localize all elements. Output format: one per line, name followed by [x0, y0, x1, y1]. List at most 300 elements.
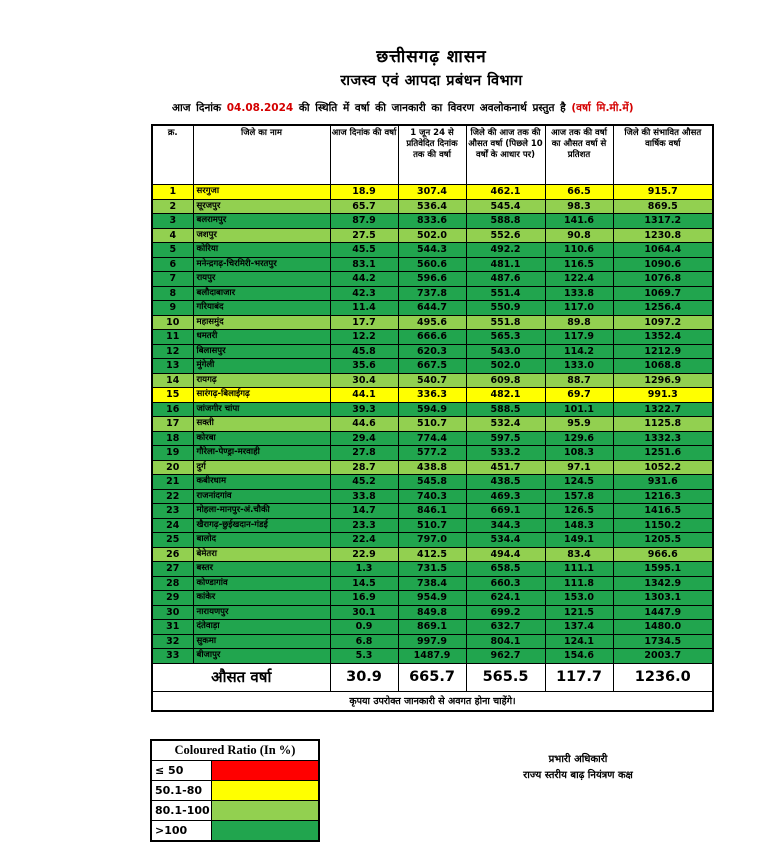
district-row [152, 272, 713, 287]
cell-today: 35.6 [330, 359, 398, 374]
cell-today: 18.9 [330, 185, 398, 200]
cell-pct: 95.9 [545, 417, 613, 432]
district-row [152, 489, 713, 504]
district-row [152, 301, 713, 316]
cell-today: 23.3 [330, 518, 398, 533]
cell-name: दंतेवाड़ा [193, 620, 330, 635]
district-row [152, 344, 713, 359]
district-row [152, 547, 713, 562]
column-header-0: क्र. [152, 125, 193, 185]
cell-avg: 481.1 [466, 257, 545, 272]
signature-office: राज्य स्तरीय बाढ़ नियंत्रण कक्ष [523, 769, 633, 781]
cell-name: बिलासपुर [193, 344, 330, 359]
report-page [0, 44, 761, 849]
cell-annual: 1125.8 [613, 417, 713, 432]
cell-annual: 1097.2 [613, 315, 713, 330]
cell-annual: 1296.9 [613, 373, 713, 388]
column-header-3: 1 जून 24 से प्रतिवेदित दिनांक तक की वर्षा [398, 125, 466, 185]
cell-sn: 19 [152, 446, 193, 461]
cell-avg: 451.7 [466, 460, 545, 475]
cell-pct: 126.5 [545, 504, 613, 519]
cell-annual: 1216.3 [613, 489, 713, 504]
cell-annual: 2003.7 [613, 649, 713, 664]
cell-avg: 344.3 [466, 518, 545, 533]
cell-since: 667.5 [398, 359, 466, 374]
cell-since: 536.4 [398, 199, 466, 214]
district-row [152, 185, 713, 200]
cell-sn: 24 [152, 518, 193, 533]
cell-avg: 462.1 [466, 185, 545, 200]
average-annual: 1236.0 [613, 663, 713, 691]
cell-annual: 1212.9 [613, 344, 713, 359]
district-row [152, 576, 713, 591]
cell-name: कोरिया [193, 243, 330, 258]
rainfall-table [151, 124, 714, 712]
cell-since: 438.8 [398, 460, 466, 475]
cell-avg: 551.8 [466, 315, 545, 330]
cell-sn: 22 [152, 489, 193, 504]
cell-pct: 148.3 [545, 518, 613, 533]
cell-name: मनेन्द्रगढ़-चिरमिरी-भरतपुर [193, 257, 330, 272]
column-header-5: आज तक की वर्षा का औसत वर्षा से प्रतिशत [545, 125, 613, 185]
color-legend [150, 739, 320, 842]
cell-since: 544.3 [398, 243, 466, 258]
legend-title: Coloured Ratio (In %) [151, 740, 319, 761]
cell-since: 846.1 [398, 504, 466, 519]
cell-sn: 27 [152, 562, 193, 577]
cell-pct: 116.5 [545, 257, 613, 272]
cell-pct: 157.8 [545, 489, 613, 504]
cell-avg: 804.1 [466, 634, 545, 649]
cell-name: नारायणपुर [193, 605, 330, 620]
cell-today: 27.5 [330, 228, 398, 243]
cell-avg: 534.4 [466, 533, 545, 548]
cell-sn: 12 [152, 344, 193, 359]
cell-since: 738.4 [398, 576, 466, 591]
cell-pct: 101.1 [545, 402, 613, 417]
cell-today: 65.7 [330, 199, 398, 214]
cell-annual: 1332.3 [613, 431, 713, 446]
cell-avg: 533.2 [466, 446, 545, 461]
legend-title-row [151, 740, 319, 761]
note-row [152, 691, 713, 711]
district-row [152, 315, 713, 330]
legend-range-label: >100 [151, 820, 212, 841]
cell-sn: 23 [152, 504, 193, 519]
district-row [152, 460, 713, 475]
cell-pct: 97.1 [545, 460, 613, 475]
cell-annual: 1068.8 [613, 359, 713, 374]
cell-avg: 550.9 [466, 301, 545, 316]
cell-since: 545.8 [398, 475, 466, 490]
cell-avg: 492.2 [466, 243, 545, 258]
cell-name: मोहला-मानपुर-अं.चौकी [193, 504, 330, 519]
cell-since: 307.4 [398, 185, 466, 200]
cell-annual: 1322.7 [613, 402, 713, 417]
cell-pct: 108.3 [545, 446, 613, 461]
cell-pct: 66.5 [545, 185, 613, 200]
cell-pct: 110.6 [545, 243, 613, 258]
cell-today: 45.8 [330, 344, 398, 359]
cell-sn: 4 [152, 228, 193, 243]
cell-today: 83.1 [330, 257, 398, 272]
column-header-2: आज दिनांक की वर्षा [330, 125, 398, 185]
cell-avg: 552.6 [466, 228, 545, 243]
cell-annual: 1150.2 [613, 518, 713, 533]
legend-range-label: 50.1-80 [151, 780, 212, 800]
bottom-section [0, 739, 761, 842]
district-row [152, 431, 713, 446]
cell-sn: 20 [152, 460, 193, 475]
cell-sn: 32 [152, 634, 193, 649]
district-row [152, 475, 713, 490]
cell-since: 510.7 [398, 417, 466, 432]
cell-pct: 121.5 [545, 605, 613, 620]
cell-name: खैरागढ़-छुईखदान-गंडई [193, 518, 330, 533]
cell-today: 30.4 [330, 373, 398, 388]
cell-today: 14.7 [330, 504, 398, 519]
cell-avg: 597.5 [466, 431, 545, 446]
cell-today: 22.4 [330, 533, 398, 548]
cell-pct: 133.0 [545, 359, 613, 374]
district-row [152, 243, 713, 258]
cell-name: सरगुजा [193, 185, 330, 200]
column-header-1: जिले का नाम [193, 125, 330, 185]
cell-since: 336.3 [398, 388, 466, 403]
cell-sn: 14 [152, 373, 193, 388]
legend-row [151, 800, 319, 820]
cell-avg: 565.3 [466, 330, 545, 345]
cell-pct: 133.8 [545, 286, 613, 301]
cell-pct: 129.6 [545, 431, 613, 446]
cell-annual: 931.6 [613, 475, 713, 490]
table-header-row [152, 125, 713, 185]
cell-sn: 31 [152, 620, 193, 635]
cell-today: 5.3 [330, 649, 398, 664]
district-row [152, 533, 713, 548]
cell-today: 39.3 [330, 402, 398, 417]
cell-name: सारंगढ़-बिलाईगढ़ [193, 388, 330, 403]
cell-sn: 16 [152, 402, 193, 417]
legend-row [151, 820, 319, 841]
cell-pct: 153.0 [545, 591, 613, 606]
cell-name: सुकमा [193, 634, 330, 649]
cell-avg: 543.0 [466, 344, 545, 359]
cell-avg: 658.5 [466, 562, 545, 577]
cell-name: महासमुंद [193, 315, 330, 330]
average-label: औसत वर्षा [152, 663, 330, 691]
cell-avg: 962.7 [466, 649, 545, 664]
page-subtitle: राजस्व एवं आपदा प्रबंधन विभाग [340, 73, 523, 89]
cell-name: मुंगेली [193, 359, 330, 374]
cell-avg: 588.8 [466, 214, 545, 229]
legend-range-label: 80.1-100 [151, 800, 212, 820]
cell-today: 22.9 [330, 547, 398, 562]
cell-sn: 30 [152, 605, 193, 620]
cell-avg: 487.6 [466, 272, 545, 287]
average-avg: 565.5 [466, 663, 545, 691]
cell-today: 11.4 [330, 301, 398, 316]
cell-annual: 1416.5 [613, 504, 713, 519]
cell-today: 17.7 [330, 315, 398, 330]
cell-avg: 588.5 [466, 402, 545, 417]
district-row [152, 359, 713, 374]
cell-name: कबीरधाम [193, 475, 330, 490]
cell-sn: 3 [152, 214, 193, 229]
cell-name: बस्तर [193, 562, 330, 577]
cell-pct: 137.4 [545, 620, 613, 635]
cell-today: 45.5 [330, 243, 398, 258]
cell-since: 510.7 [398, 518, 466, 533]
cell-since: 412.5 [398, 547, 466, 562]
cell-sn: 28 [152, 576, 193, 591]
cell-avg: 482.1 [466, 388, 545, 403]
cell-today: 87.9 [330, 214, 398, 229]
cell-name: बीजापुर [193, 649, 330, 664]
cell-sn: 2 [152, 199, 193, 214]
district-row [152, 649, 713, 664]
column-header-4: जिले की आज तक की औसत वर्षा (पिछले 10 वर्षों के आधार पर) [466, 125, 545, 185]
cell-annual: 1251.6 [613, 446, 713, 461]
cell-avg: 551.4 [466, 286, 545, 301]
cell-sn: 17 [152, 417, 193, 432]
cell-annual: 1317.2 [613, 214, 713, 229]
district-row [152, 402, 713, 417]
legend-color-swatch [212, 760, 320, 780]
cell-name: दुर्ग [193, 460, 330, 475]
cell-sn: 8 [152, 286, 193, 301]
cell-name: जशपुर [193, 228, 330, 243]
cell-since: 540.7 [398, 373, 466, 388]
note-text: कृपया उपरोक्त जानकारी से अवगत होना चाहेंगे। [152, 691, 713, 711]
cell-since: 502.0 [398, 228, 466, 243]
cell-sn: 21 [152, 475, 193, 490]
cell-name: बेमेतरा [193, 547, 330, 562]
cell-since: 869.1 [398, 620, 466, 635]
cell-since: 774.4 [398, 431, 466, 446]
cell-annual: 1052.2 [613, 460, 713, 475]
legend-color-swatch [212, 780, 320, 800]
district-row [152, 388, 713, 403]
cell-name: रायपुर [193, 272, 330, 287]
cell-name: बलरामपुर [193, 214, 330, 229]
cell-avg: 502.0 [466, 359, 545, 374]
cell-avg: 609.8 [466, 373, 545, 388]
district-row [152, 199, 713, 214]
info-prefix: आज दिनांक [172, 102, 222, 114]
cell-sn: 15 [152, 388, 193, 403]
cell-sn: 13 [152, 359, 193, 374]
cell-annual: 1230.8 [613, 228, 713, 243]
cell-avg: 532.4 [466, 417, 545, 432]
cell-pct: 117.0 [545, 301, 613, 316]
cell-sn: 6 [152, 257, 193, 272]
cell-name: जांजगीर चांपा [193, 402, 330, 417]
cell-sn: 26 [152, 547, 193, 562]
cell-annual: 1352.4 [613, 330, 713, 345]
page-title: छत्तीसगढ़ शासन [376, 47, 487, 67]
cell-annual: 1076.8 [613, 272, 713, 287]
cell-name: कोण्डागांव [193, 576, 330, 591]
cell-pct: 154.6 [545, 649, 613, 664]
cell-pct: 149.1 [545, 533, 613, 548]
cell-name: बालोद [193, 533, 330, 548]
cell-sn: 29 [152, 591, 193, 606]
legend-row [151, 780, 319, 800]
district-row [152, 634, 713, 649]
district-row [152, 620, 713, 635]
cell-pct: 141.6 [545, 214, 613, 229]
cell-today: 30.1 [330, 605, 398, 620]
cell-today: 45.2 [330, 475, 398, 490]
report-date: 04.08.2024 [226, 102, 294, 114]
cell-since: 596.6 [398, 272, 466, 287]
cell-avg: 632.7 [466, 620, 545, 635]
cell-since: 577.2 [398, 446, 466, 461]
cell-annual: 1064.4 [613, 243, 713, 258]
cell-pct: 111.8 [545, 576, 613, 591]
cell-since: 644.7 [398, 301, 466, 316]
cell-pct: 124.5 [545, 475, 613, 490]
cell-avg: 545.4 [466, 199, 545, 214]
legend-range-label: ≤ 50 [151, 760, 212, 780]
cell-annual: 1447.9 [613, 605, 713, 620]
cell-annual: 1069.7 [613, 286, 713, 301]
cell-since: 666.6 [398, 330, 466, 345]
cell-pct: 122.4 [545, 272, 613, 287]
cell-pct: 98.3 [545, 199, 613, 214]
cell-avg: 494.4 [466, 547, 545, 562]
cell-sn: 7 [152, 272, 193, 287]
cell-since: 954.9 [398, 591, 466, 606]
average-since: 665.7 [398, 663, 466, 691]
cell-avg: 669.1 [466, 504, 545, 519]
cell-annual: 915.7 [613, 185, 713, 200]
rain-unit-label: (वर्षा मि.मी.में) [571, 102, 634, 114]
cell-name: रायगढ़ [193, 373, 330, 388]
cell-avg: 438.5 [466, 475, 545, 490]
cell-avg: 624.1 [466, 591, 545, 606]
district-row [152, 257, 713, 272]
cell-today: 44.1 [330, 388, 398, 403]
cell-annual: 1090.6 [613, 257, 713, 272]
cell-pct: 83.4 [545, 547, 613, 562]
cell-since: 594.9 [398, 402, 466, 417]
legend-color-swatch [212, 800, 320, 820]
district-row [152, 417, 713, 432]
district-row [152, 330, 713, 345]
cell-sn: 9 [152, 301, 193, 316]
cell-today: 29.4 [330, 431, 398, 446]
district-row [152, 518, 713, 533]
district-row [152, 446, 713, 461]
cell-avg: 699.2 [466, 605, 545, 620]
cell-annual: 1734.5 [613, 634, 713, 649]
cell-since: 833.6 [398, 214, 466, 229]
info-middle: की स्थिति में वर्षा की जानकारी का विवरण अवलोकनार्थ प्रस्तुत है [298, 102, 566, 114]
cell-name: कोरबा [193, 431, 330, 446]
cell-pct: 69.7 [545, 388, 613, 403]
cell-sn: 1 [152, 185, 193, 200]
legend-row [151, 760, 319, 780]
cell-avg: 469.3 [466, 489, 545, 504]
cell-today: 28.7 [330, 460, 398, 475]
cell-pct: 114.2 [545, 344, 613, 359]
cell-name: सूरजपुर [193, 199, 330, 214]
cell-pct: 117.9 [545, 330, 613, 345]
cell-today: 42.3 [330, 286, 398, 301]
cell-since: 731.5 [398, 562, 466, 577]
cell-annual: 1595.1 [613, 562, 713, 577]
cell-today: 12.2 [330, 330, 398, 345]
average-pct: 117.7 [545, 663, 613, 691]
cell-today: 44.2 [330, 272, 398, 287]
cell-today: 44.6 [330, 417, 398, 432]
cell-today: 1.3 [330, 562, 398, 577]
cell-sn: 10 [152, 315, 193, 330]
district-row [152, 228, 713, 243]
cell-annual: 1256.4 [613, 301, 713, 316]
cell-name: धमतरी [193, 330, 330, 345]
cell-sn: 33 [152, 649, 193, 664]
cell-annual: 966.6 [613, 547, 713, 562]
cell-since: 997.9 [398, 634, 466, 649]
district-row [152, 605, 713, 620]
cell-name: गरियाबंद [193, 301, 330, 316]
cell-pct: 90.8 [545, 228, 613, 243]
info-line [172, 101, 747, 115]
cell-since: 495.6 [398, 315, 466, 330]
cell-annual: 1303.1 [613, 591, 713, 606]
cell-annual: 1480.0 [613, 620, 713, 635]
cell-name: कांकेर [193, 591, 330, 606]
signature-block [463, 752, 693, 784]
cell-sn: 25 [152, 533, 193, 548]
cell-since: 740.3 [398, 489, 466, 504]
district-row [152, 373, 713, 388]
cell-annual: 869.5 [613, 199, 713, 214]
cell-avg: 660.3 [466, 576, 545, 591]
cell-name: राजनांदगांव [193, 489, 330, 504]
district-row [152, 591, 713, 606]
cell-pct: 124.1 [545, 634, 613, 649]
cell-annual: 1342.9 [613, 576, 713, 591]
cell-today: 16.9 [330, 591, 398, 606]
cell-sn: 5 [152, 243, 193, 258]
cell-name: बलौदाबाजार [193, 286, 330, 301]
cell-since: 849.8 [398, 605, 466, 620]
cell-today: 33.8 [330, 489, 398, 504]
cell-since: 1487.9 [398, 649, 466, 664]
report-header [150, 44, 713, 90]
district-row [152, 286, 713, 301]
cell-sn: 11 [152, 330, 193, 345]
cell-today: 0.9 [330, 620, 398, 635]
column-header-6: जिले की संभावित औसत वार्षिक वर्षा [613, 125, 713, 185]
average-today: 30.9 [330, 663, 398, 691]
cell-annual: 991.3 [613, 388, 713, 403]
signature-designation: प्रभारी अधिकारी [548, 753, 608, 765]
district-row [152, 214, 713, 229]
cell-annual: 1205.5 [613, 533, 713, 548]
district-row [152, 562, 713, 577]
cell-pct: 88.7 [545, 373, 613, 388]
cell-pct: 111.1 [545, 562, 613, 577]
legend-color-swatch [212, 820, 320, 841]
cell-since: 620.3 [398, 344, 466, 359]
average-row [152, 663, 713, 691]
cell-today: 14.5 [330, 576, 398, 591]
